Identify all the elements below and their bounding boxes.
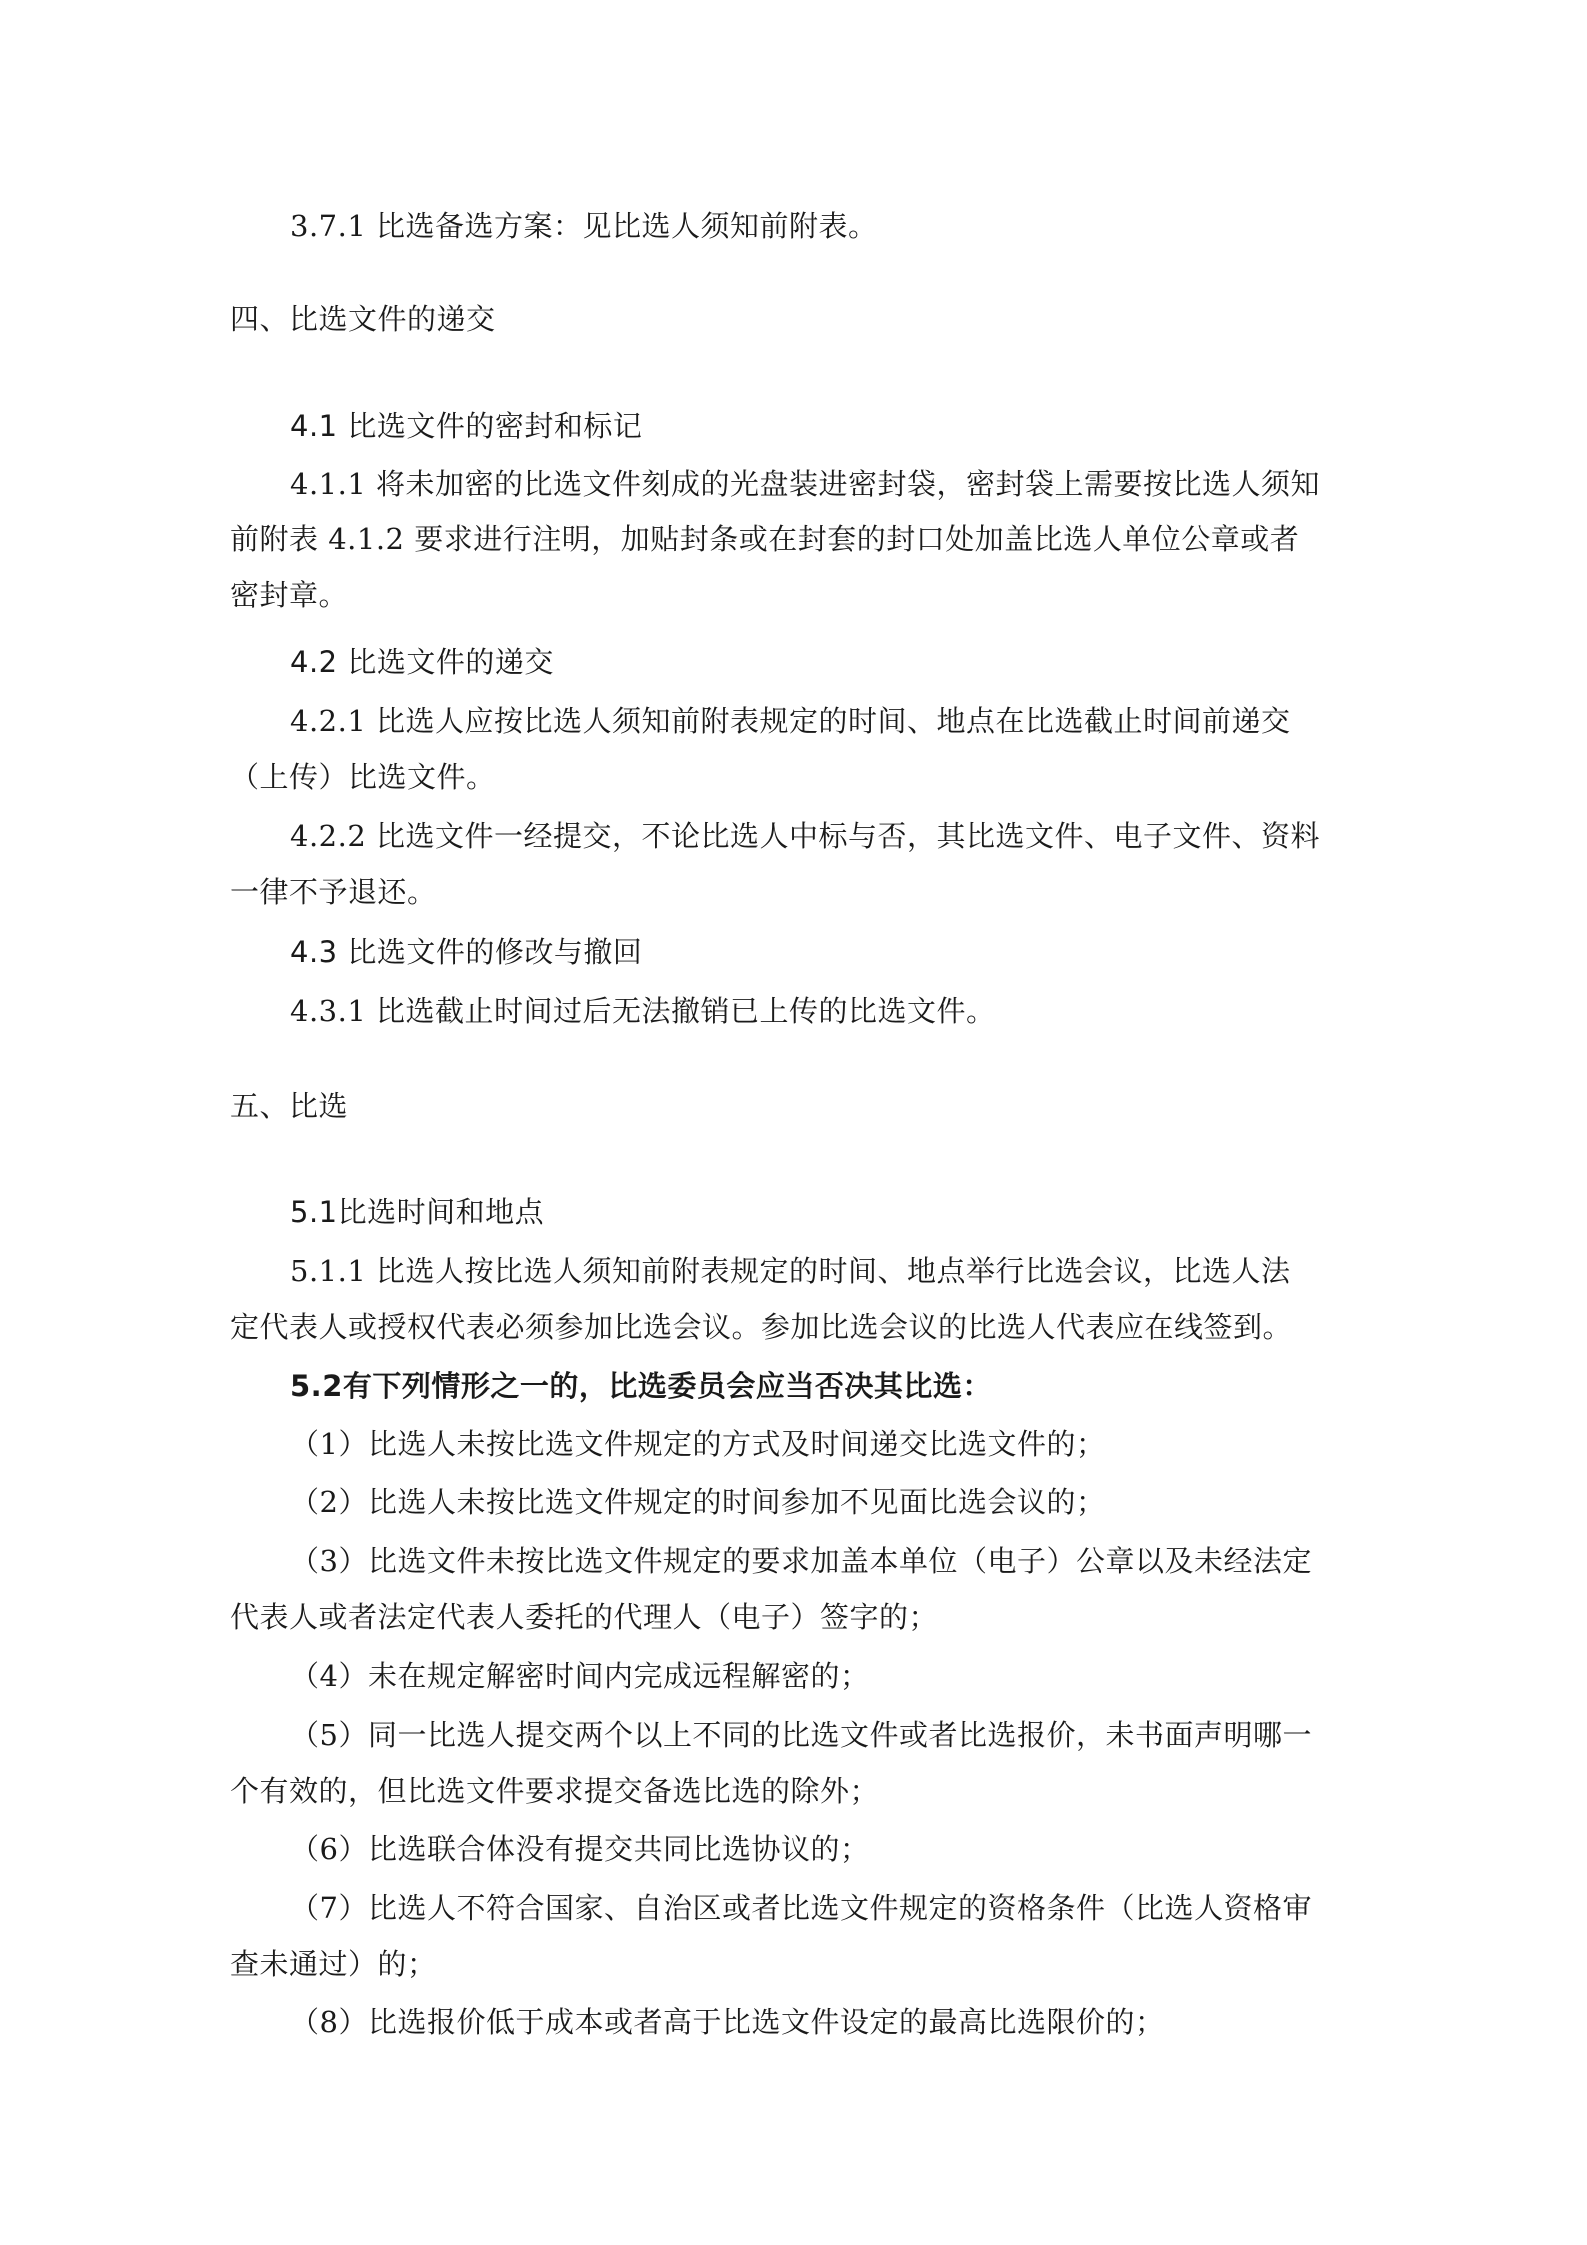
subsection-4-1-title: 4.1 比选文件的密封和标记 <box>290 409 643 443</box>
list-item-5-line1: （5）同一比选人提交两个以上不同的比选文件或者比选报价，未书面声明哪一 <box>290 1718 1312 1752</box>
subsection-5-1-title: 5.1比选时间和地点 <box>290 1195 545 1229</box>
paragraph-3-7-1: 3.7.1 比选备选方案：见比选人须知前附表。 <box>290 209 878 243</box>
paragraph-4-3-1: 4.3.1 比选截止时间过后无法撤销已上传的比选文件。 <box>290 994 996 1028</box>
paragraph-4-2-1-line2: （上传）比选文件。 <box>230 760 496 794</box>
paragraph-5-1-1-line1: 5.1.1 比选人按比选人须知前附表规定的时间、地点举行比选会议，比选人法 <box>290 1254 1291 1288</box>
paragraph-4-1-1-line1: 4.1.1 将未加密的比选文件刻成的光盘装进密封袋，密封袋上需要按比选人须知 <box>290 467 1321 501</box>
subsection-5-2-title: 5.2有下列情形之一的，比选委员会应当否决其比选： <box>290 1369 992 1403</box>
paragraph-4-2-1-line1: 4.2.1 比选人应按比选人须知前附表规定的时间、地点在比选截止时间前递交 <box>290 704 1291 738</box>
section-5-title: 五、比选 <box>230 1089 349 1123</box>
list-item-1: （1）比选人未按比选文件规定的方式及时间递交比选文件的； <box>290 1427 1106 1461</box>
list-item-3-line1: （3）比选文件未按比选文件规定的要求加盖本单位（电子）公章以及未经法定 <box>290 1544 1312 1578</box>
list-item-6: （6）比选联合体没有提交共同比选协议的； <box>290 1832 870 1866</box>
paragraph-4-1-1-line3: 密封章。 <box>230 578 349 612</box>
list-item-7-line2: 查未通过）的； <box>230 1947 437 1981</box>
list-item-8: （8）比选报价低于成本或者高于比选文件设定的最高比选限价的； <box>290 2005 1165 2039</box>
list-item-5-line2: 个有效的，但比选文件要求提交备选比选的除外； <box>230 1774 880 1808</box>
paragraph-5-1-1-line2: 定代表人或授权代表必须参加比选会议。参加比选会议的比选人代表应在线签到。 <box>230 1310 1293 1344</box>
paragraph-4-2-2-line1: 4.2.2 比选文件一经提交，不论比选人中标与否，其比选文件、电子文件、资料 <box>290 819 1321 853</box>
list-item-7-line1: （7）比选人不符合国家、自治区或者比选文件规定的资格条件（比选人资格审 <box>290 1891 1312 1925</box>
list-item-2: （2）比选人未按比选文件规定的时间参加不见面比选会议的； <box>290 1485 1106 1519</box>
paragraph-4-2-2-line2: 一律不予退还。 <box>230 875 437 909</box>
list-item-4: （4）未在规定解密时间内完成远程解密的； <box>290 1659 870 1693</box>
list-item-3-line2: 代表人或者法定代表人委托的代理人（电子）签字的； <box>230 1600 939 1634</box>
paragraph-4-1-1-line2: 前附表 4.1.2 要求进行注明，加贴封条或在封套的封口处加盖比选人单位公章或者 <box>230 522 1300 556</box>
subsection-4-3-title: 4.3 比选文件的修改与撤回 <box>290 935 643 969</box>
subsection-4-2-title: 4.2 比选文件的递交 <box>290 645 554 679</box>
section-4-title: 四、比选文件的递交 <box>230 302 496 336</box>
